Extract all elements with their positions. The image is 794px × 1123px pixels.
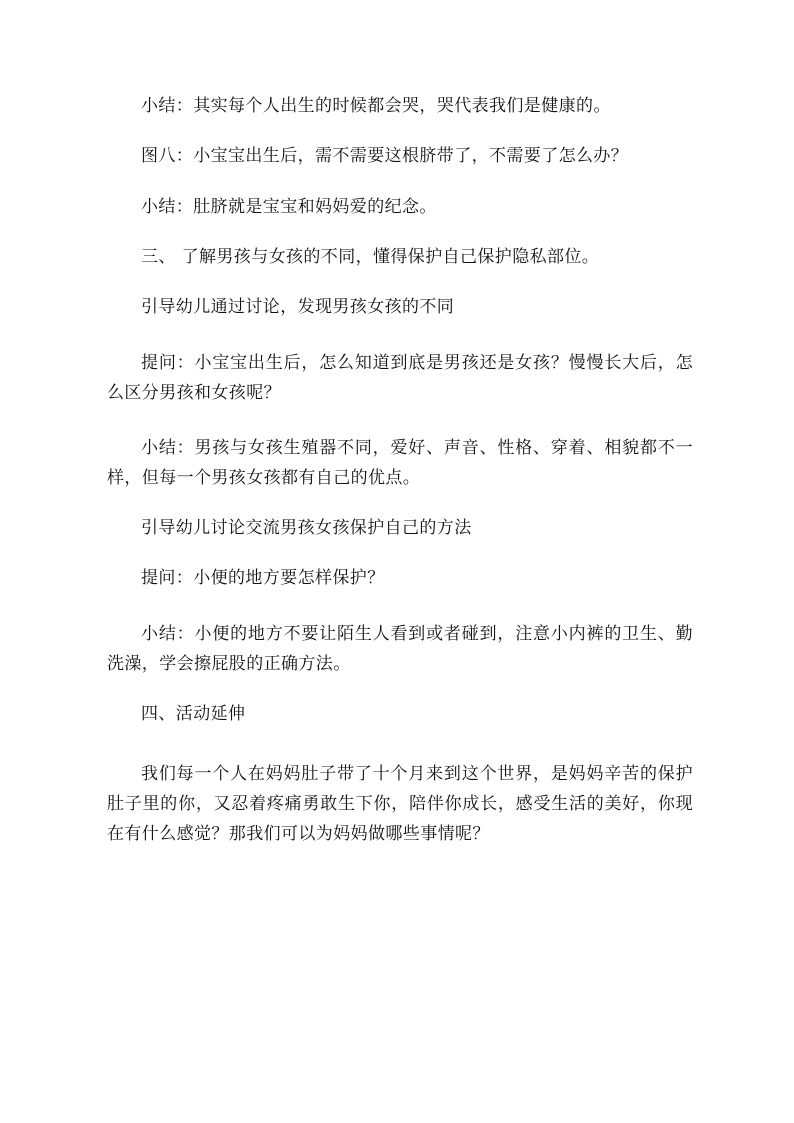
paragraph-question-boy-or-girl: 提问：小宝宝出生后，怎么知道到底是男孩还是女孩？慢慢长大后，怎么区分男孩和女孩呢？ — [107, 353, 693, 403]
paragraph-summary-protection: 小结：小便的地方不要让陌生人看到或者碰到，注意小内裤的卫生、勤洗澡，学会擦屁股的正确方法。 — [107, 624, 693, 674]
paragraph-summary-differences: 小结：男孩与女孩生殖器不同，爱好、声音、性格、穿着、相貌都不一样，但每一个男孩女孩都有自己的优点。 — [107, 438, 693, 488]
paragraph-guide-protection-methods: 引导幼儿讨论交流男孩女孩保护自己的方法 — [141, 518, 472, 538]
paragraph-question-protection: 提问：小便的地方要怎样保护？ — [141, 568, 385, 588]
paragraph-picture-eight-question: 图八：小宝宝出生后，需不需要这根脐带了，不需要了怎么办？ — [141, 146, 629, 166]
section-heading-three: 三、 了解男孩与女孩的不同，懂得保护自己保护隐私部位。 — [141, 247, 600, 267]
paragraph-summary-navel: 小结：肚脐就是宝宝和妈妈爱的纪念。 — [141, 197, 437, 217]
section-heading-four: 四、活动延伸 — [141, 704, 246, 724]
paragraph-summary-crying: 小结：其实每个人出生的时候都会哭，哭代表我们是健康的。 — [141, 96, 611, 116]
paragraph-extension-activity: 我们每一个人在妈妈肚子带了十个月来到这个世界，是妈妈辛苦的保护肚子里的你，又忍着疼痛勇敢生下你，陪伴你成长，感受生活的美好，你现在有什么感觉？那我们可以为妈妈做哪些事情呢？ — [107, 764, 693, 844]
paragraph-guide-discussion-differences: 引导幼儿通过讨论，发现男孩女孩的不同 — [141, 297, 455, 317]
